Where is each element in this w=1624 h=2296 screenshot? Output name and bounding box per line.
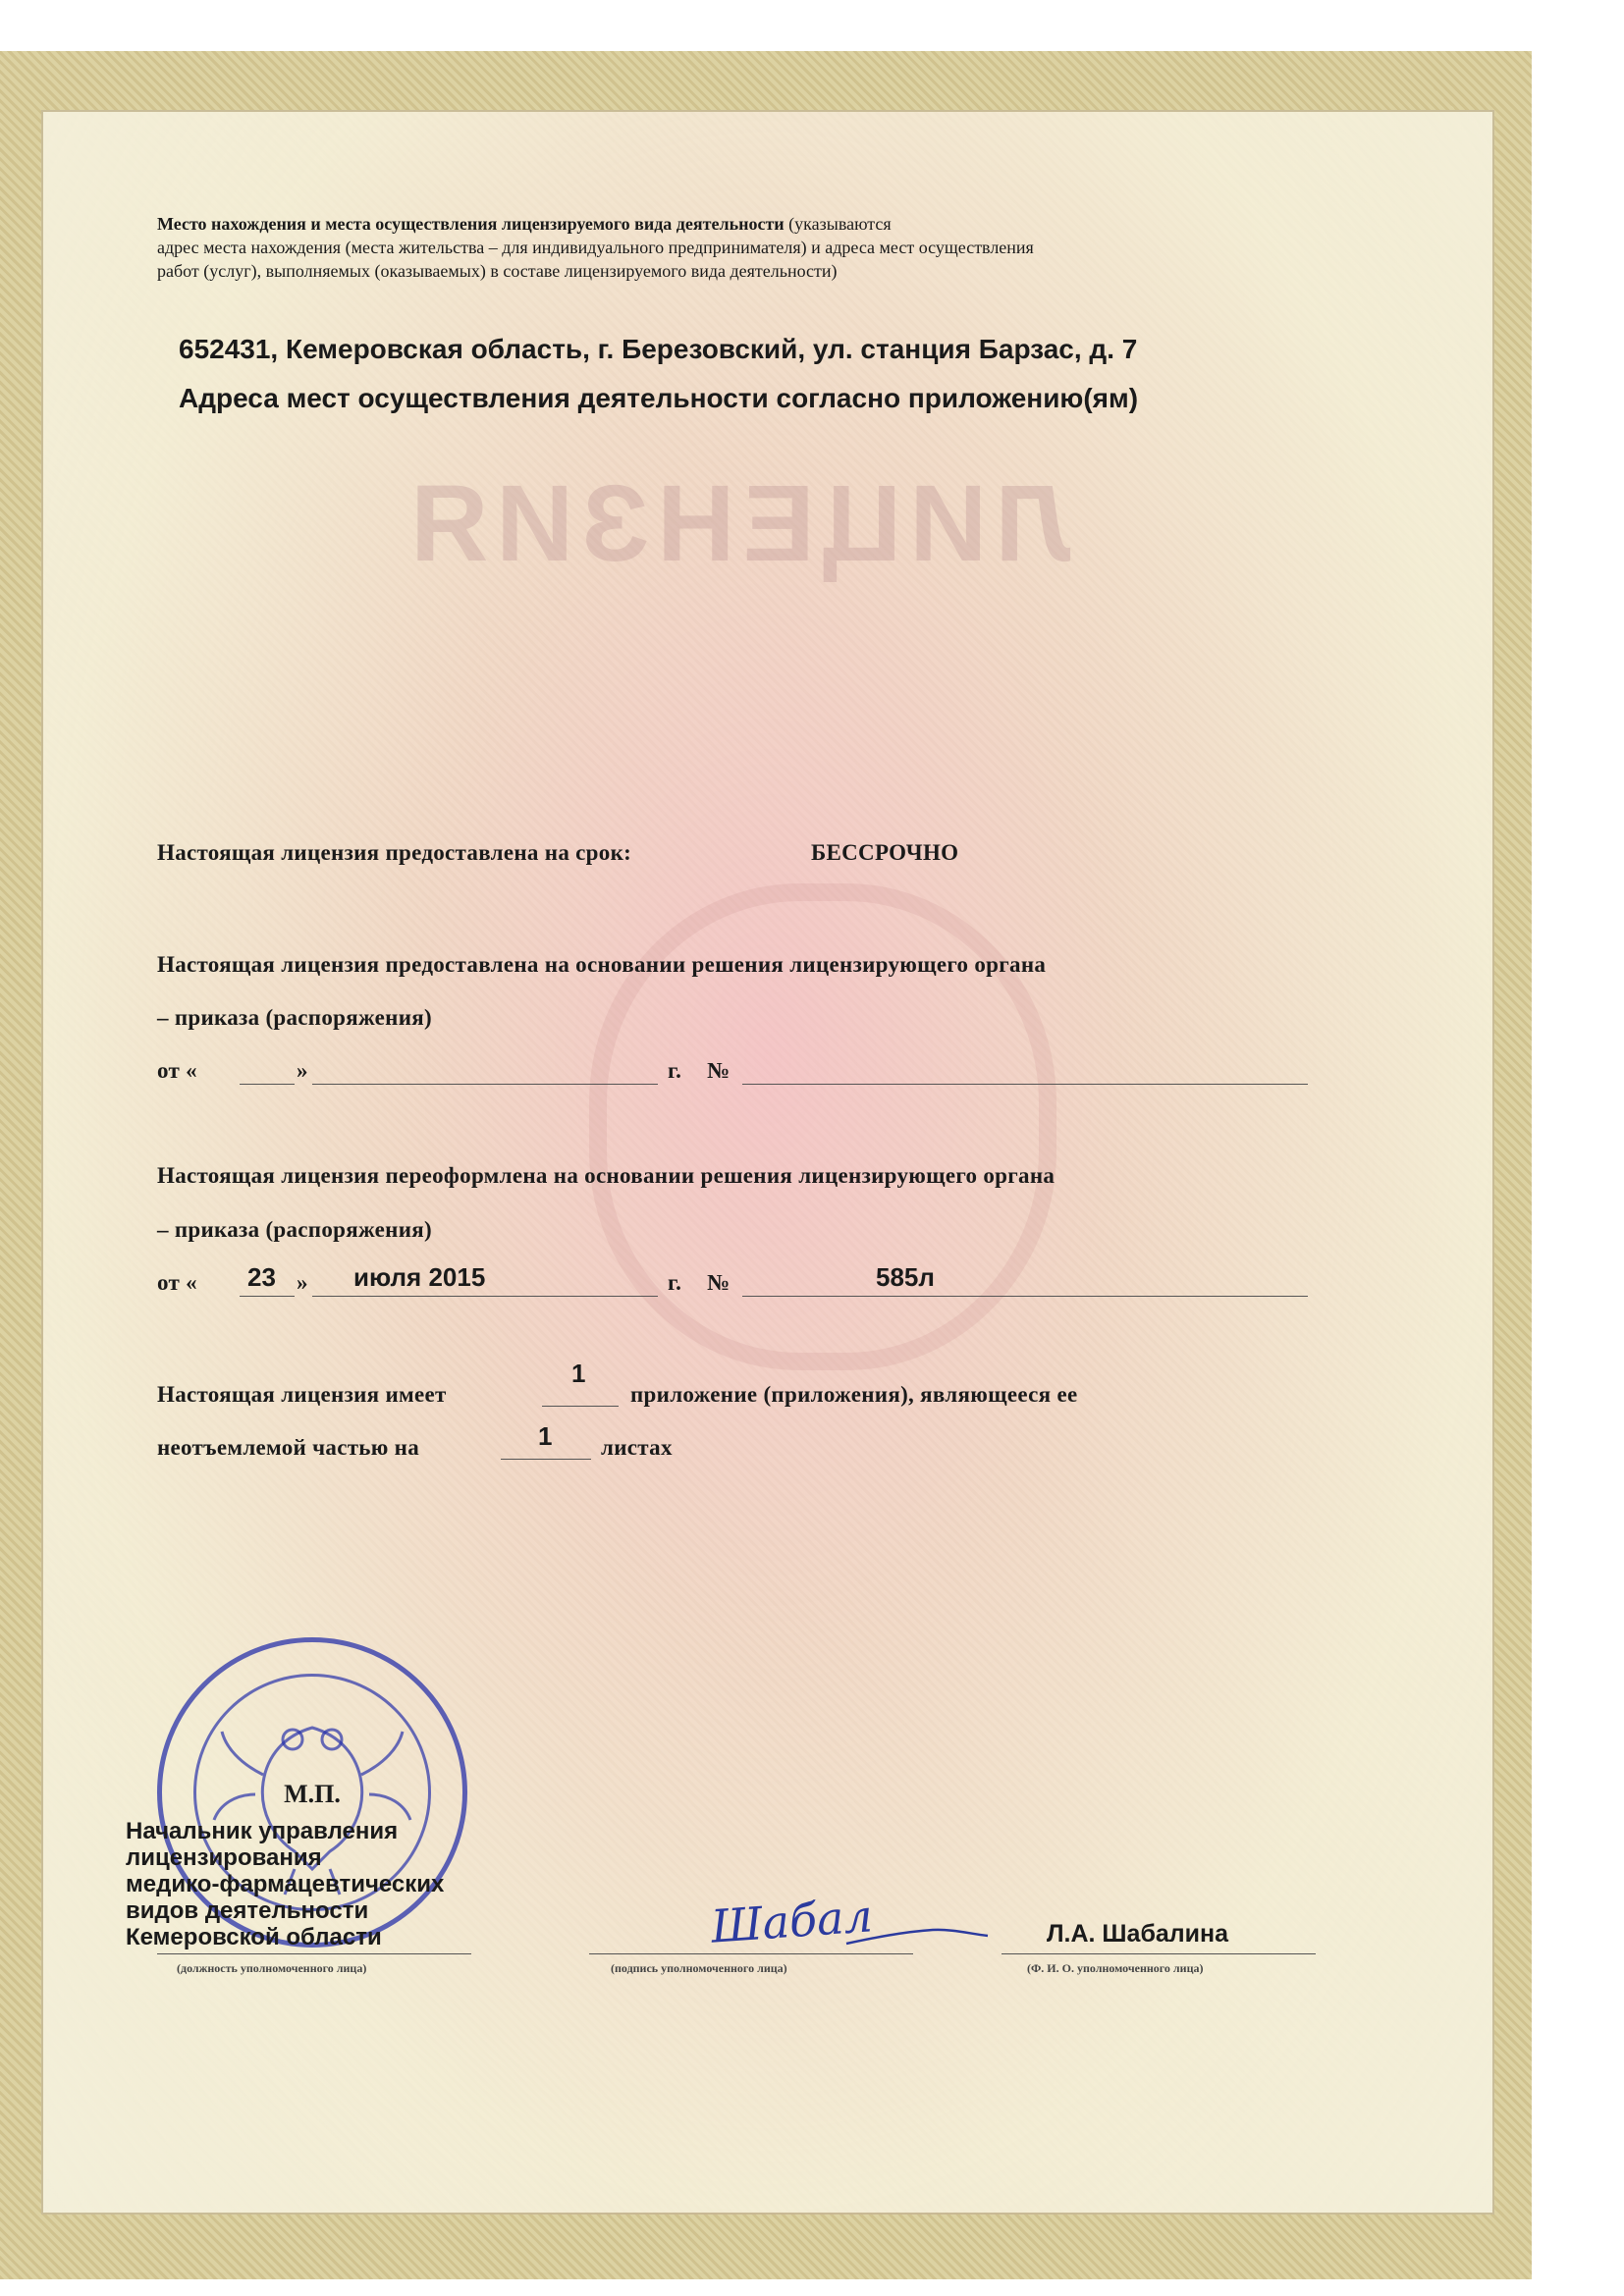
appendix-text-1: Настоящая лицензия имеет [157,1382,447,1407]
appendix-text-4: листах [601,1435,673,1460]
background-ghost-title: ЛИЦЕНЗИЯ [403,463,1071,584]
signatory-position-line: Начальник управления [126,1818,399,1844]
appendix-sheets-line [501,1459,591,1460]
appendix-sheets: 1 [538,1421,553,1451]
name-line [1001,1953,1316,1954]
appendix-text-2: приложение (приложения), являющееся ее [630,1382,1078,1407]
signature-stroke-icon [844,1914,992,1953]
location-header-rest: (указываются [788,214,892,234]
granted-line-1: Настоящая лицензия предоставлена на основании решения лицензирующего органа [157,952,1047,977]
reissued-num: № [707,1270,731,1295]
signatory-position-line: медико-фармацевтических [126,1871,445,1897]
term-value: БЕССРОЧНО [811,840,959,865]
reissued-close-quote: » [297,1270,308,1295]
location-header-line2: адрес места нахождения (места жительства – для индивидуального предпринимателя) и адреса мест осуществления [157,238,1034,257]
appendix-text-3: неотъемлемой частью на [157,1435,420,1460]
reissued-day-line [240,1296,295,1297]
reissued-month-year: июля 2015 [353,1262,486,1292]
granted-from: от « [157,1058,197,1083]
granted-date-line [312,1084,658,1085]
stamp-mp-label: М.П. [284,1780,341,1808]
granted-year: г. [668,1058,682,1083]
signatory-name: Л.А. Шабалина [1047,1920,1229,1948]
reissued-line-2: – приказа (распоряжения) [157,1217,432,1242]
position-line [157,1953,471,1954]
term-label: Настоящая лицензия предоставлена на срок: [157,840,632,865]
granted-number-line [742,1084,1308,1085]
reissued-year: г. [668,1270,682,1295]
reissued-number-line [742,1296,1308,1297]
appendix-count: 1 [571,1359,586,1388]
signature-line [589,1953,913,1954]
address-line-1: 652431, Кемеровская область, г. Березовский, ул. станция Барзас, д. 7 [179,334,1138,364]
caption-position: (должность уполномоченного лица) [177,1961,367,1975]
location-header [157,212,1316,283]
reissued-number: 585л [876,1262,935,1292]
signature-scribble: Шабал [709,1889,875,1953]
granted-day-line [240,1084,295,1085]
signatory-position-line: Кемеровской области [126,1924,382,1950]
appendix-count-line [542,1406,619,1407]
granted-close-quote: » [297,1058,308,1083]
location-header-bold: Место нахождения и места осуществления лицензируемого вида деятельности [157,214,785,234]
granted-line-2: – приказа (распоряжения) [157,1005,432,1030]
caption-signature: (подпись уполномоченного лица) [611,1961,787,1975]
address-line-2: Адреса мест осуществления деятельности согласно приложению(ям) [179,383,1139,413]
caption-name: (Ф. И. О. уполномоченного лица) [1027,1961,1204,1975]
reissued-day: 23 [247,1262,276,1292]
signatory-position-line: видов деятельности [126,1897,369,1924]
reissued-date-line [312,1296,658,1297]
reissued-from: от « [157,1270,197,1295]
reissued-line-1: Настоящая лицензия переоформлена на основании решения лицензирующего органа [157,1163,1056,1188]
signatory-position [126,1818,444,1950]
granted-num: № [707,1058,731,1083]
location-header-line3: работ (услуг), выполняемых (оказываемых) в составе лицензируемого вида деятельности) [157,261,838,281]
signatory-position-line: лицензирования [126,1844,322,1871]
